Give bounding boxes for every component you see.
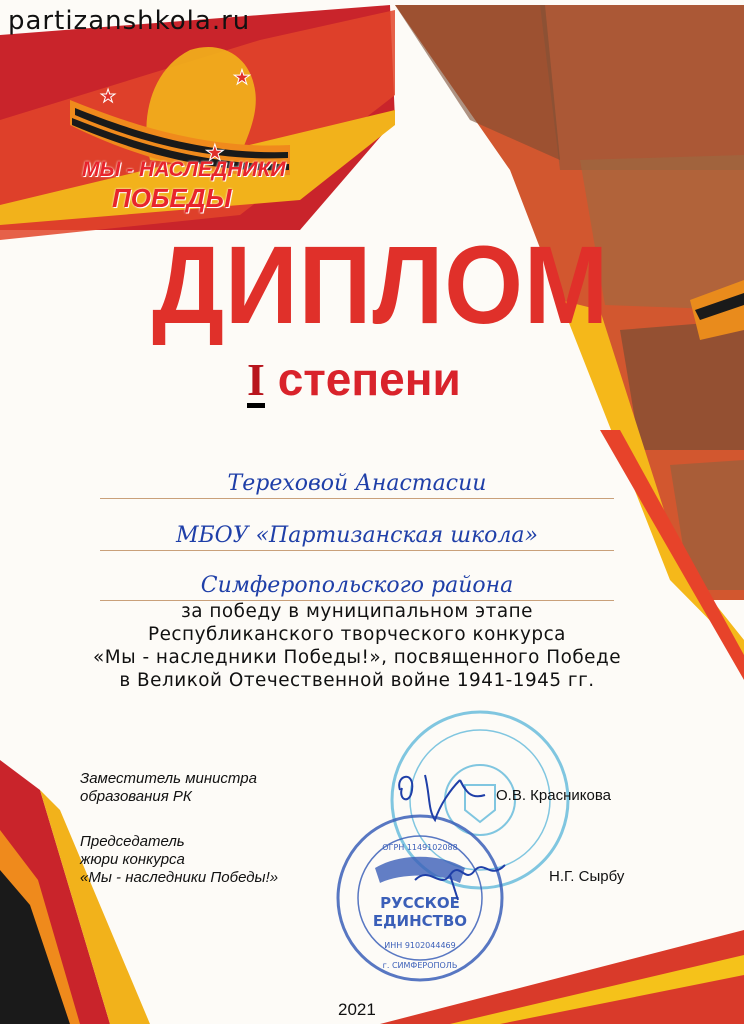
recipient-name: Тереховой Анастасии <box>100 470 614 499</box>
signatory-title-2 <box>80 833 278 887</box>
svg-text:★: ★ <box>233 67 251 89</box>
stamp-inn: ИНН 9102044469 <box>384 941 456 950</box>
stamp-center-line2: ЕДИНСТВО <box>372 912 468 930</box>
degree-label <box>247 352 461 408</box>
svg-text:★: ★ <box>100 86 117 106</box>
signatory-title-1 <box>80 770 257 806</box>
signature-krasnikova <box>390 760 500 830</box>
signature-syrbu <box>410 845 520 905</box>
website-watermark: partizanshkola.ru <box>8 6 251 36</box>
diploma-year: 2021 <box>338 1000 376 1019</box>
signatory-title-line: Председатель <box>80 833 185 850</box>
svg-text:★: ★ <box>205 140 225 165</box>
stamp-city: г. СИМФЕРОПОЛЬ <box>382 961 458 970</box>
degree-numeral: I <box>247 357 265 408</box>
description-line: «Мы - наследники Победы!», посвященного Победе <box>92 647 622 668</box>
degree-word: степени <box>277 353 461 405</box>
signatory-name-1: О.В. Красникова <box>496 787 611 804</box>
logo-text-line1: МЫ - НАСЛЕДНИКИ <box>82 158 286 181</box>
description-line: Республиканского творческого конкурса <box>148 624 566 645</box>
recipient-district: Симферопольского района <box>100 572 614 601</box>
signatory-title-line: Заместитель министра <box>80 770 257 787</box>
logo-text-line2: ПОБЕДЫ <box>112 183 232 213</box>
signatory-title-line: жюри конкурса <box>80 851 185 868</box>
award-description <box>92 600 622 692</box>
signatory-title-line: «Мы - наследники Победы!» <box>80 869 279 886</box>
diploma-title: ДИПЛОМ <box>152 224 610 347</box>
description-line: за победу в муниципальном этапе <box>181 601 533 622</box>
signatory-title-line: образования РК <box>80 788 192 805</box>
signatory-name-2: Н.Г. Сырбу <box>549 868 625 885</box>
stamp-ogrn: ОГРН 1149102088 <box>382 843 458 852</box>
description-line: в Великой Отечественной войне 1941-1945 гг. <box>119 670 595 691</box>
recipient-school: МБОУ «Партизанская школа» <box>100 522 614 551</box>
stamp-center-line1: РУССКОЕ <box>380 894 460 912</box>
